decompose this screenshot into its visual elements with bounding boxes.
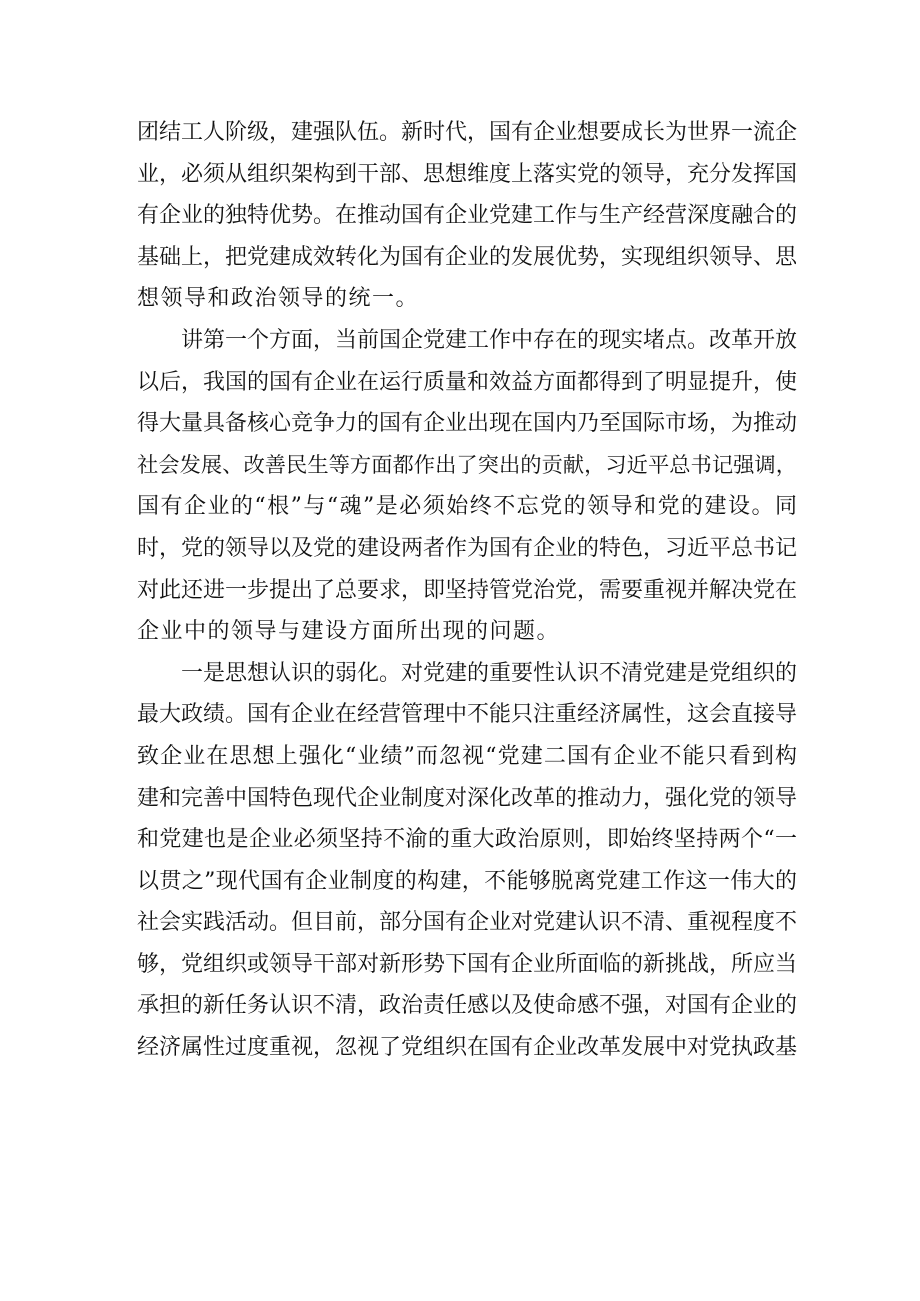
- text-line: 国有企业的“根”与“魂”是必须始终不忘党的领导和党的建设。同: [137, 494, 797, 520]
- text-line: 对此还进一步提出了总要求，即坚持管党治党，需要重视并解决党在: [137, 577, 798, 603]
- text-line: 社会发展、改善民生等方面都作出了突出的贡献，习近平总书记强调，: [137, 452, 797, 478]
- text-line: 最大政绩。国有企业在经营管理中不能只注重经济属性，这会直接导: [137, 702, 798, 728]
- text-line: 一是思想认识的弱化。对党建的重要性认识不清党建是党组织的: [181, 660, 798, 686]
- text-line: 团结工人阶级，建强队伍。新时代，国有企业想要成长为世界一流企: [137, 120, 798, 145]
- text-line: 基础上，把党建成效转化为国有企业的发展优势，实现组织领导、思: [137, 244, 798, 270]
- text-line: 建和完善中国特色现代企业制度对深化改革的推动力，强化党的领导: [137, 785, 798, 811]
- text-line: 得大量具备核心竞争力的国有企业出现在国内乃至国际市场，为推动: [137, 411, 798, 437]
- text-line: 承担的新任务认识不清，政治责任感以及使命感不强，对国有企业的: [137, 993, 798, 1019]
- text-line: 讲第一个方面，当前国企党建工作中存在的现实堵点。改革开放: [181, 327, 798, 353]
- text-line: 致企业在思想上强化“业绩”而忽视“党建二国有企业不能只看到构: [137, 743, 797, 769]
- text-line: 够，党组织或领导干部对新形势下国有企业所面临的新挑战，所应当: [137, 951, 798, 977]
- text-line: 有企业的独特优势。在推动国有企业党建工作与生产经营深度融合的: [137, 203, 798, 229]
- text-line: 企业中的领导与建设方面所出现的问题。: [137, 619, 561, 645]
- document-body: [137, 112, 797, 1069]
- paragraph-2: [137, 320, 797, 653]
- text-line: 想领导和政治领导的统一。: [137, 286, 420, 312]
- paragraph-1: [137, 112, 797, 320]
- text-line: 以后，我国的国有企业在运行质量和效益方面都得到了明显提升，使: [137, 369, 798, 395]
- text-line: 社会实践活动。但目前，部分国有企业对党建认识不清、重视程度不: [137, 910, 798, 936]
- text-line: 经济属性过度重视，忽视了党组织在国有企业改革发展中对党执政基: [137, 1035, 798, 1061]
- text-line: 时，党的领导以及党的建设两者作为国有企业的特色，习近平总书记: [137, 535, 798, 561]
- text-line: 业，必须从组织架构到干部、思想维度上落实党的领导，充分发挥国: [137, 161, 798, 187]
- text-line: 和党建也是企业必须坚持不渝的重大政治原则，即始终坚持两个“一: [137, 827, 797, 853]
- text-line: 以贯之”现代国有企业制度的构建，不能够脱离党建工作这一伟大的: [137, 868, 797, 894]
- paragraph-3: [137, 653, 797, 1069]
